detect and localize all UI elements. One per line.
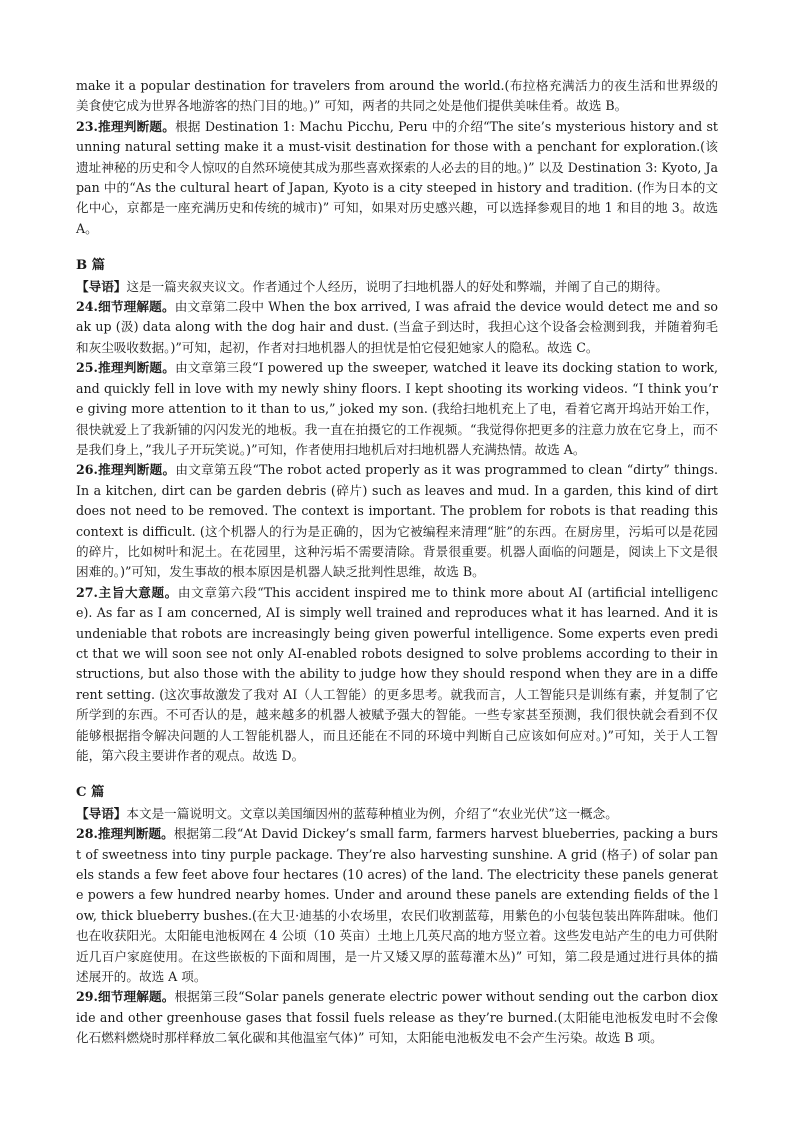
question-label: 29.细节理解题。 — [76, 989, 175, 1005]
answer-key-page — [76, 76, 718, 1049]
paragraph-text: 由文章第六段“This accident inspired me to think more about AI (artificial intelligence). As far as I am concerned, AI is simply well trained and reproduces what it has learned. And it is undeniable that robots are increasingly being given powerful intelligence. Some experts even predict that we will soon see not only AI-enabled robots designed to solve problems according to their instructions, but also those with the ability to judge how they should respond when they are in a different setting. (这次事故激发了我对 AI（人工智能）的更多思考。就我而言，人工智能只是训练有素，并复制了它所学到的东西。不可否认的是，越来越多的机器人被赋予强大的智能。一些专家甚至预测，我们很快就会看到不仅能够根据指令解决问题的人工智能机器人，而且还能在不同的环境中判断自己应该如何应对。)”可知，关于人工智能，第六段主要讲作者的观点。故选 D。 — [76, 584, 718, 763]
question-label: 25.推理判断题。 — [76, 360, 176, 376]
answer-paragraph — [76, 460, 718, 582]
paragraph-text: 由文章第五段“The robot acted properly as it was programmed to clean “dirty” things. In a kitchen, dirt can be garden debris (碎片) such as leaves and mud. In a garden, this kind of dirt does not need to be removed. The context is important. The problem for robots is that reading this context is difficult. (这个机器人的行为是正确的，因为它被编程来清理“脏”的东西。在厨房里，污垢可以是花园的碎片，比如树叶和泥土。在花园里，这种污垢不需要清除。背景很重要。机器人面临的问题是，阅读上下文是很困难的。)”可知，发生事故的根本原因是机器人缺乏批判性思维，故选 B。 — [76, 462, 718, 580]
question-label: 【导语】 — [76, 278, 127, 294]
paragraph-text: 本文是一篇说明文。文章以美国缅因州的蓝莓种植业为例，介绍了“农业光伏”这一概念。 — [126, 805, 618, 821]
paragraph-text: 这是一篇夹叙夹议文。作者通过个人经历，说明了扫地机器人的好处和弊端，并阐了自己的期待。 — [126, 278, 668, 294]
paragraph-text: 由文章第三段“I powered up the sweeper, watched it leave its docking station to work, and quickly fell in love with my newly shiny floors. I kept shooting its working videos. “I think you’re giving more attention to it than to us,” joked my son. (我给扫地机充上了电，看着它离开坞站开始工作，很快就爱上了我新铺的闪闪发光的地板。我一直在拍摄它的工作视频。“我觉得你把更多的注意力放在它身上，而不是我们身上，”我儿子开玩笑说。)”可知，作者使用扫地机后对扫地机器人充满热情。故选 A。 — [76, 360, 718, 457]
answer-paragraph — [76, 824, 718, 987]
answer-paragraph — [76, 583, 718, 767]
answer-paragraph — [76, 117, 718, 239]
question-label: 【导语】 — [76, 805, 127, 821]
answer-paragraph — [76, 76, 718, 117]
section-title-text: B 篇 — [76, 258, 105, 274]
section-title-text: C 篇 — [76, 785, 105, 801]
section-heading — [76, 256, 718, 276]
question-label: 27.主旨大意题。 — [76, 584, 178, 600]
question-label: 23.推理判断题。 — [76, 118, 176, 134]
question-label: 26.推理判断题。 — [76, 462, 176, 478]
answer-paragraph — [76, 297, 718, 358]
paragraph-text: 由文章第二段中 When the box arrived, I was afraid the device would detect me and soak up (汲) data along with the dog hair and dust. (当盒子到达时，我担心这个设备会检测到我，并随着狗毛和灰尘吸收数据。)”可知，起初，作者对扫地机器人的担忧是怕它侵犯她家人的隐私。故选 C。 — [76, 299, 718, 355]
question-label: 28.推理判断题。 — [76, 826, 174, 842]
paragraph-text: make it a popular destination for travelers from around the world.(布拉格充满活力的夜生活和世界级的美食使它成为世界各地游客的热门目的地。)” 可知，两者的共同之处是他们提供美味佳肴。故选 B。 — [76, 78, 718, 114]
answer-paragraph — [76, 987, 718, 1048]
paragraph-text: 根据第二段“At David Dickey’s small farm, farmers harvest blueberries, packing a burst of sweetness into tiny purple package. They’re also harvesting sunshine. A grid (格子) of solar panels stands a few feet above four hectares (10 acres) of the land. The electricity these panels generate powers a few hundred nearby homes. Under and around these panels are extending fields of the low, thick blueberry bushes.(在大卫·迪基的小农场里，农民们收割蓝莓，用紫色的小包装包装出阵阵甜味。他们也在收获阳光。太阳能电池板网在 4 公顷（10 英亩）土地上几英尺高的地方竖立着。这些发电站产生的电力可供附近几百户家庭使用。在这些嵌板的下面和周围，是一片又矮又厚的蓝莓灌木丛)” 可知，第二段是通过进行具体的描述展开的。故选 A 项。 — [76, 826, 718, 985]
section-heading — [76, 783, 718, 803]
paragraph-text: 根据第三段“Solar panels generate electric power without sending out the carbon dioxide and other greenhouse gases that fossil fuels release as they’re burned.(太阳能电池板发电时不会像化石燃料燃烧时那样释放二氧化碳和其他温室气体)” 可知，太阳能电池板发电不会产生污染。故选 B 项。 — [76, 989, 718, 1046]
paragraph-text: 根据 Destination 1: Machu Picchu, Peru 中的介绍“The site’s mysterious history and stunning natural setting make it a must-visit destination for those with a penchant for exploration.(该遗址神秘的历史和令人惊叹的自然环境使其成为那些喜欢探索的人必去的目的地。)” 以及 Destination 3: Kyoto, Japan 中的“As the cultural heart of Japan, Kyoto is a city steeped in history and tradition. (作为日本的文化中心，京都是一座充满历史和传统的城市)” 可知，如果对历史感兴趣，可以选择参观目的地 1 和目的地 3。故选 A。 — [76, 118, 718, 236]
question-label: 24.细节理解题。 — [76, 299, 175, 315]
answer-paragraph — [76, 804, 718, 824]
answer-paragraph — [76, 358, 718, 460]
answer-paragraph — [76, 277, 718, 297]
